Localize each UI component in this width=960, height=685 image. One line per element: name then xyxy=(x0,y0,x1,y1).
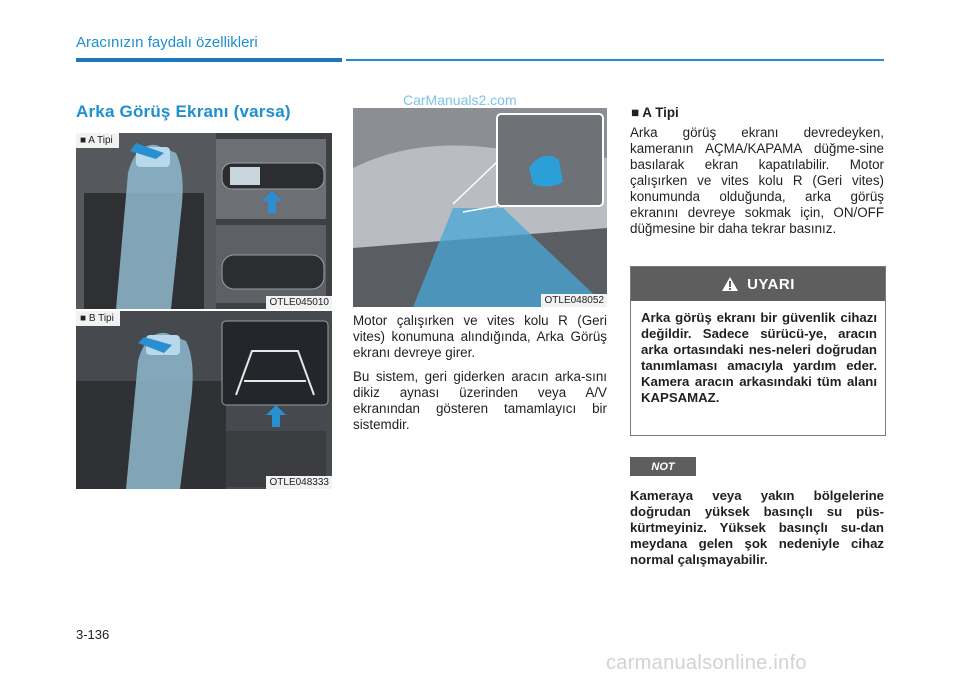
warning-triangle-icon xyxy=(721,276,739,292)
body-paragraphs xyxy=(353,313,607,441)
warning-title: UYARI xyxy=(747,275,795,293)
page-number: 3-136 xyxy=(76,627,110,642)
figure-c-illustration xyxy=(353,108,607,307)
warning-header xyxy=(631,267,885,301)
paragraph-2: Bu sistem, geri giderken aracın arka-sını dikiz aynası üzerinden veya A/V ekranından gösteren tamamlayıcı bir sistemdir. xyxy=(353,369,607,432)
warning-text: Arka görüş ekranı bir güvenlik cihazı değildir. Sadece sürücü-ye, aracın arka ortasındaki nes-neleri doğrudan tanımlaması amacıyla yardım eder. Kamera aracın arkasındaki tüm alanı KAPSAMAZ. xyxy=(641,310,877,405)
paragraph-1: Motor çalışırken ve vites kolu R (Geri vites) konumuna alındığında, Arka Görüş ekranı devreye girer. xyxy=(353,313,607,360)
type-a-heading: ■ A Tipi xyxy=(631,105,679,120)
figure-c-photo xyxy=(353,108,607,307)
watermark-bottom: carmanualsonline.info xyxy=(606,652,807,674)
warning-box xyxy=(630,266,886,436)
note-text: Kameraya veya yakın bölgelerine doğrudan yüksek basınçlı su püs-kürtmeyiniz. Yüksek basınçlı su-dan meydana gelen şok nedeniyle cihaz normal çalışmayabilir. xyxy=(630,488,884,567)
figure-b-photo xyxy=(76,311,332,489)
figure-c-code: OTLE048052 xyxy=(541,294,608,307)
figure-a-code: OTLE045010 xyxy=(266,296,333,309)
figure-b-code: OTLE048333 xyxy=(266,476,333,489)
figure-a-illustration xyxy=(76,133,332,309)
figure-a-tag: ■ A Tipi xyxy=(76,133,119,148)
header-bar-light xyxy=(346,59,884,61)
type-a-text: Arka görüş ekranı devredeyken, kameranın AÇMA/KAPAMA düğme-sine basılarak ekran kapatılabilir. Motor çalışırken ve vites kolu R (Geri vites) konumunda olduğunda, arka görüş ekranını devreye sokmak için, ON/OFF düğmesine bir daha tekrar basınız. xyxy=(630,125,884,236)
header-bar-dark xyxy=(76,58,342,62)
figure-a-photo xyxy=(76,133,332,309)
watermark-top: CarManuals2.com xyxy=(403,92,517,108)
figure-b-tag: ■ B Tipi xyxy=(76,311,120,326)
page-heading: Arka Görüş Ekranı (varsa) xyxy=(76,102,291,121)
figure-b-illustration xyxy=(76,311,332,489)
note-badge: NOT xyxy=(630,457,696,476)
section-title: Aracınızın faydalı özellikleri xyxy=(76,34,258,51)
